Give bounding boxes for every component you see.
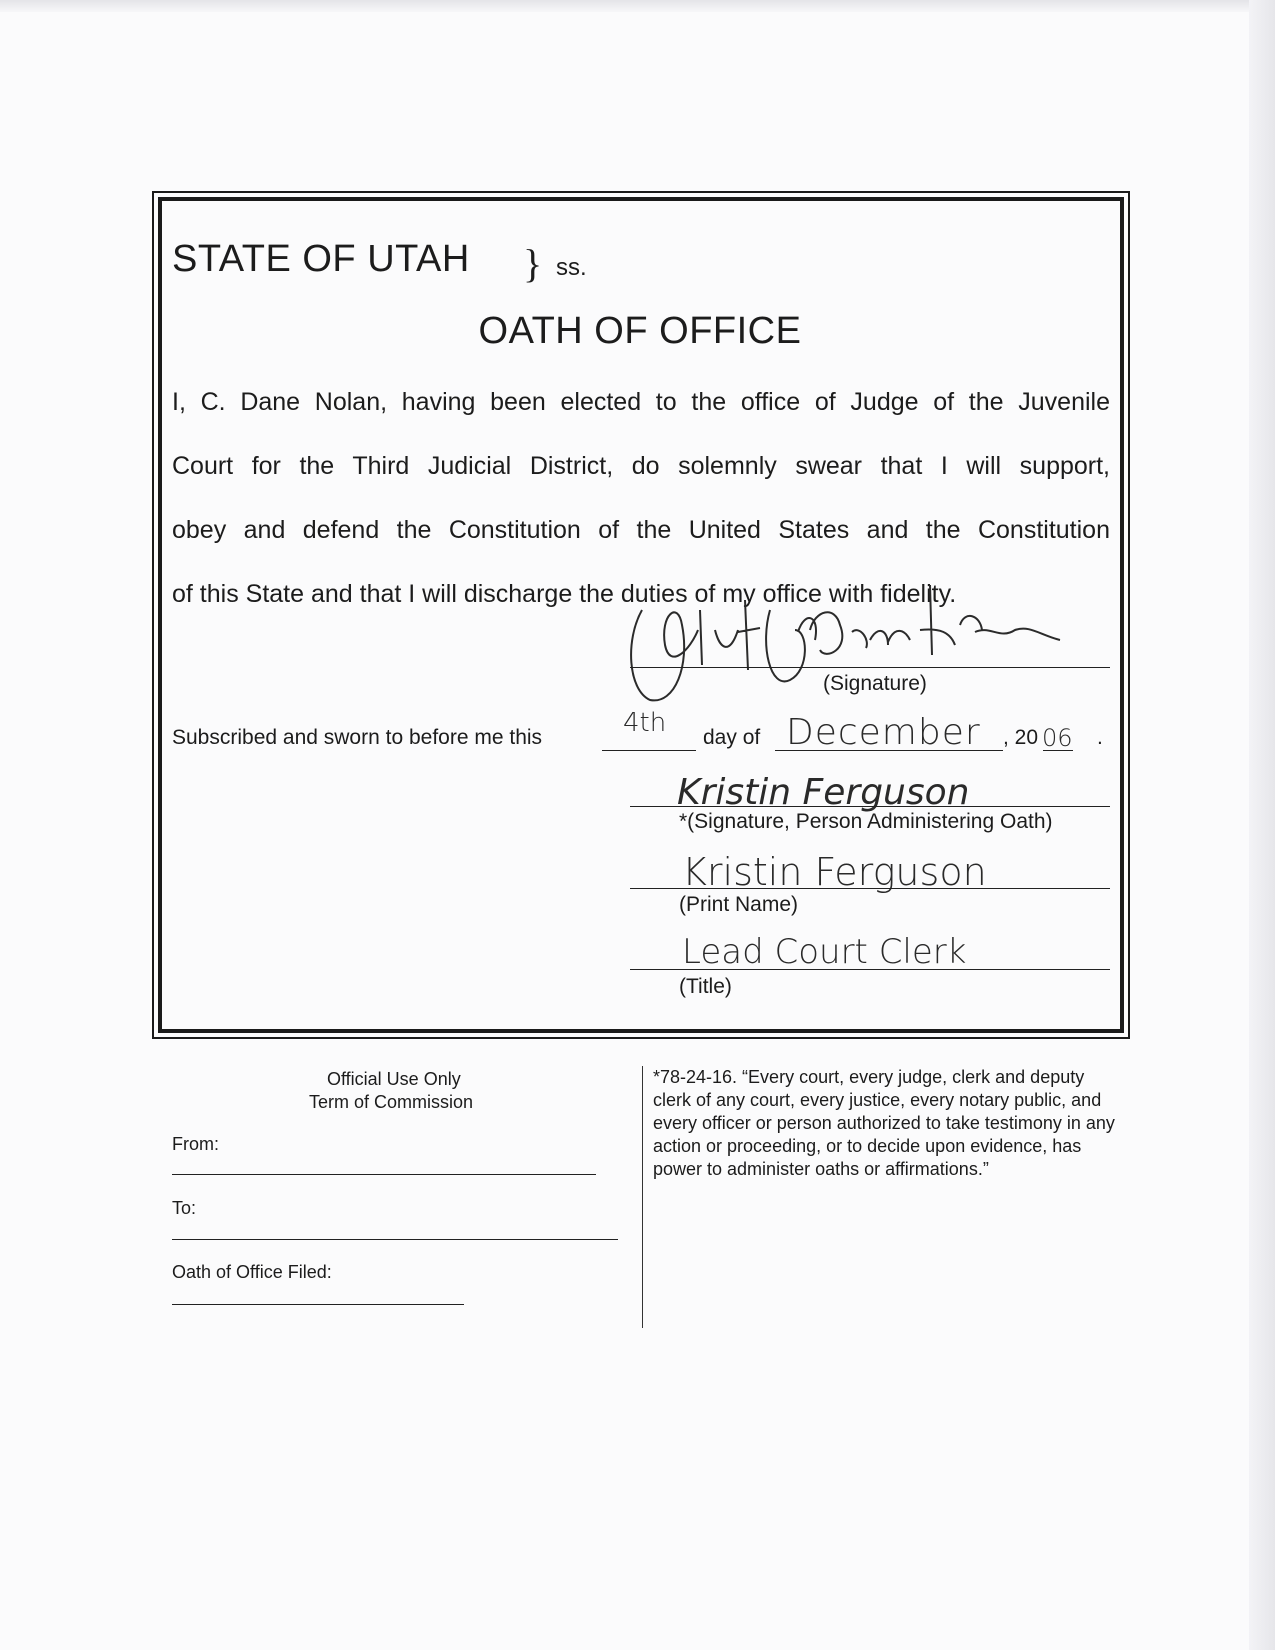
title-value: Lead Court Clerk <box>682 932 967 972</box>
state-heading: STATE OF UTAH <box>172 238 470 280</box>
admin-signature-label: *(Signature, Person Administering Oath) <box>679 810 1053 833</box>
year-value: 06 <box>1042 724 1073 752</box>
admin-signature-line <box>630 806 1110 807</box>
month-value: December <box>786 712 981 753</box>
from-line <box>172 1174 596 1175</box>
year-suffix: . <box>1097 726 1103 749</box>
year-prefix: , 20 <box>1003 726 1039 749</box>
admin-signature-value: Kristin Ferguson <box>677 772 970 813</box>
oath-text-line-1: I, C. Dane Nolan, having been elected to the office of Judge of the Juvenile <box>172 388 1110 416</box>
from-label: From: <box>172 1134 219 1154</box>
signature-line <box>630 667 1110 668</box>
print-name-value: Kristin Ferguson <box>682 850 987 894</box>
title-label: (Title) <box>679 975 732 998</box>
signature-label: (Signature) <box>823 672 927 695</box>
ss-label: ss. <box>556 254 587 281</box>
oath-filed-line <box>172 1304 464 1305</box>
day-line <box>602 750 696 751</box>
scan-edge-top <box>0 0 1275 12</box>
oath-text-line-2: Court for the Third Judicial District, do solemnly swear that I will support, <box>172 452 1110 480</box>
title-line <box>630 969 1110 970</box>
statute-text: *78-24-16. “Every court, every judge, clerk and deputy clerk of any court, every justice, every notary public, and every officer or person authorized to take testimony in any action or proceeding, or to decide upon evidence, has power to administer oaths or affirmations.” <box>653 1067 1115 1179</box>
state-brace: } <box>523 241 543 286</box>
footer-divider <box>642 1066 643 1328</box>
term-of-commission-heading: Term of Commission <box>309 1092 474 1112</box>
print-name-line <box>630 888 1110 889</box>
scan-edge-right <box>1249 0 1275 1650</box>
to-line <box>172 1239 618 1240</box>
oath-text-line-3: obey and defend the Constitution of the United States and the Constitution <box>172 516 1110 544</box>
oath-text-line-4: of this State and that I will discharge the duties of my office with fidelity. <box>172 580 957 608</box>
print-name-label: (Print Name) <box>679 893 799 916</box>
day-value: 4th <box>623 708 667 738</box>
oath-title: OATH OF OFFICE <box>478 310 802 352</box>
official-use-heading: Official Use Only <box>327 1069 461 1089</box>
subscribed-text: Subscribed and sworn to before me this <box>172 726 543 749</box>
oath-filed-label: Oath of Office Filed: <box>172 1262 332 1282</box>
to-label: To: <box>172 1198 197 1218</box>
day-of-label: day of <box>703 726 761 749</box>
